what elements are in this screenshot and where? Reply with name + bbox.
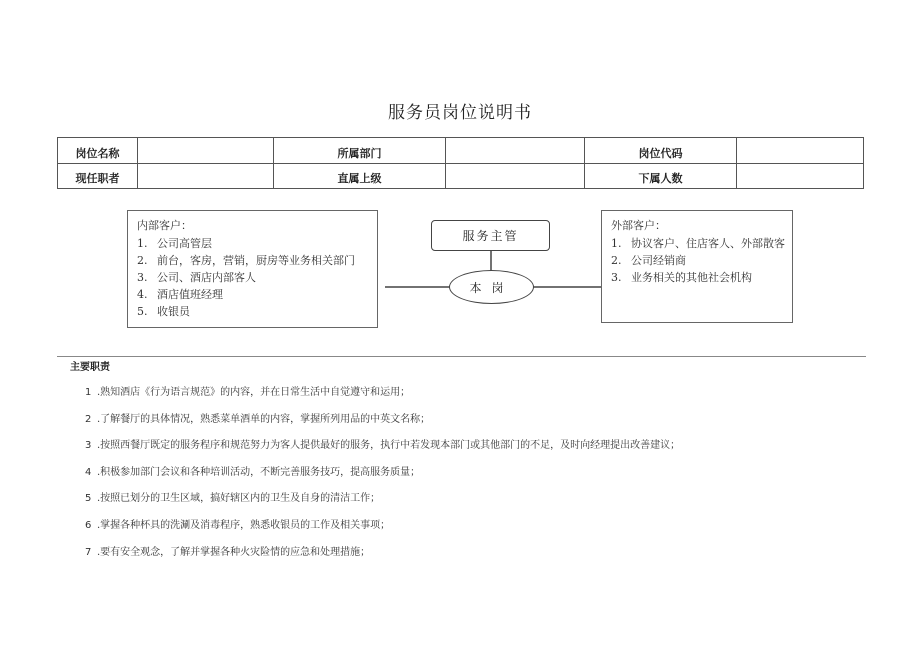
list-item: 6 .掌握各种杯具的洗涮及消毒程序，熟悉收银员的工作及相关事项；	[85, 519, 391, 531]
list-item: 1 .熟知酒店《行为语言规范》的内容，并在日常生活中自觉遵守和运用；	[85, 387, 411, 398]
label-subordinate-count: 下属人数	[585, 163, 737, 189]
list-item: 5 .按照已划分的卫生区域，搞好辖区内的卫生及自身的清洁工作；	[85, 493, 381, 505]
list-item: 5. 收银员	[137, 305, 190, 318]
responsibilities-heading: 主要职责	[70, 362, 110, 373]
this-position-node: 本岗	[449, 270, 534, 304]
label-position-name: 岗位名称	[58, 138, 138, 164]
label-department: 所属部门	[274, 138, 446, 164]
list-item: 1. 公司高管层	[137, 237, 212, 250]
supervisor-box: 服务主管	[431, 220, 550, 251]
list-item: 4 .积极参加部门会议和各种培训活动，不断完善服务技巧，提高服务质量；	[85, 466, 421, 478]
label-direct-superior: 直属上级	[274, 163, 446, 189]
section-divider	[57, 356, 866, 357]
list-item: 3. 公司、酒店内部客人	[137, 271, 256, 284]
list-item: 7 .要有安全观念，了解并掌握各种火灾险情的应急和处理措施；	[85, 546, 371, 558]
label-incumbent: 现任职者	[58, 163, 138, 189]
label-position-code: 岗位代码	[585, 138, 737, 164]
page-title: 服务员岗位说明书	[388, 103, 532, 123]
list-item: 4. 酒店值班经理	[137, 288, 223, 301]
responsibilities-list	[85, 383, 680, 569]
external-customers-box	[601, 210, 793, 323]
external-customers-heading: 外部客户：	[611, 219, 666, 232]
list-item: 3. 业务相关的其他社会机构	[611, 271, 752, 284]
list-item: 1. 协议客户、住店客人、外部散客	[611, 237, 785, 250]
internal-customers-box	[127, 210, 378, 328]
internal-customers-heading: 内部客户：	[137, 219, 192, 232]
list-item: 2. 前台，客房，营销，厨房等业务相关部门	[137, 254, 355, 267]
list-item: 2. 公司经销商	[611, 254, 686, 267]
list-item: 3 .按照西餐厅既定的服务程序和规范努力为客人提供最好的服务，执行中若发现本部门或其他部门的不足，及时向经理提出改善建议；	[85, 440, 681, 452]
list-item: 2 .了解餐厅的具体情况，熟悉菜单酒单的内容，掌握所列用品的中英文名称；	[85, 413, 431, 425]
